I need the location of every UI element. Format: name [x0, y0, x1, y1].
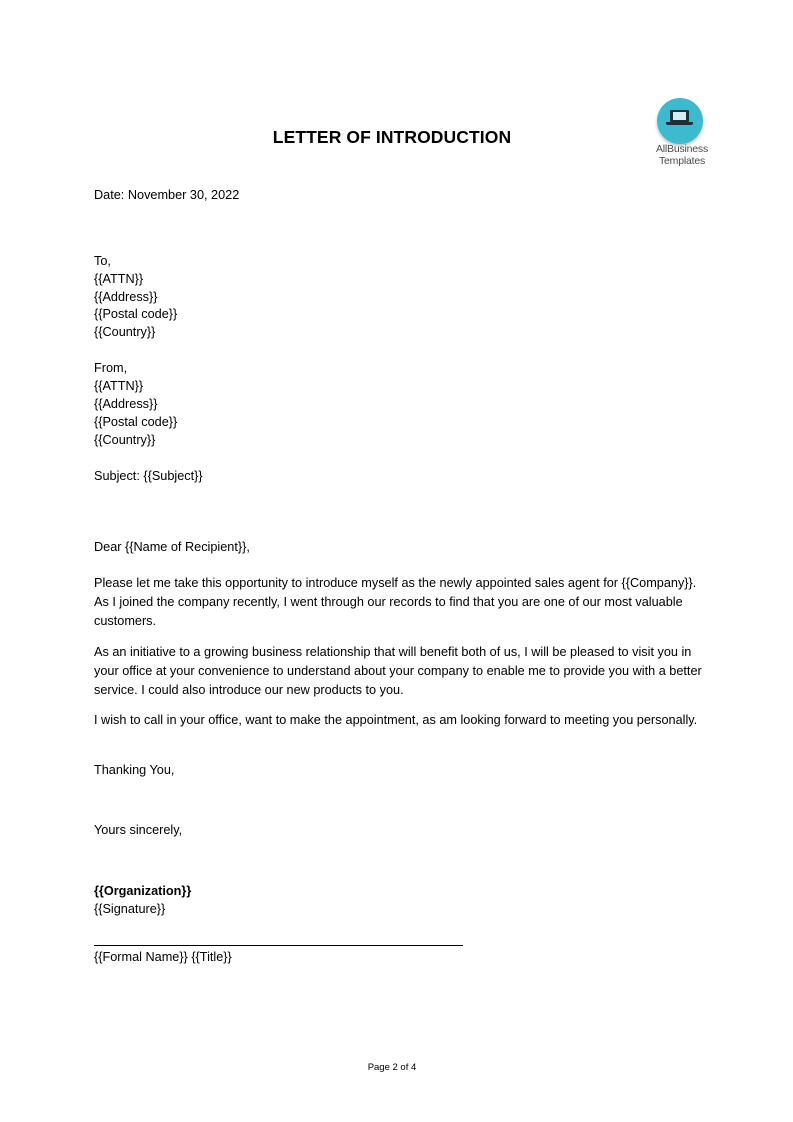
from-attn: {{ATTN}}: [94, 379, 144, 393]
body-paragraph: Please let me take this opportunity to introduce myself as the newly appointed sales agent for {{Company}}. As I joined the company recently, I went through our records to find that you are one of our most valuable customers.: [94, 576, 697, 629]
to-postal-code: {{Postal code}}: [94, 307, 178, 321]
logo-text-line1: AllBusiness: [655, 143, 709, 155]
from-address: {{Address}}: [94, 397, 158, 411]
signature-line: [94, 945, 463, 946]
to-heading: To,: [94, 254, 111, 268]
thanks-line: Thanking You,: [94, 763, 175, 777]
signature: {{Signature}}: [94, 902, 166, 916]
closing-line: Yours sincerely,: [94, 823, 183, 837]
body-paragraph: As an initiative to a growing business relationship that will benefit both of us, I will be pleased to visit you in your office at your convenience to understand about your company to enable me to provide you with a better service. I could also introduce our new products to you.: [94, 645, 702, 698]
to-country: {{Country}}: [94, 325, 156, 339]
subject-line: Subject: {{Subject}}: [94, 469, 203, 483]
date-line: Date: November 30, 2022: [94, 188, 240, 202]
from-postal-code: {{Postal code}}: [94, 415, 178, 429]
company-logo: [646, 98, 718, 170]
page-number: Page 2 of 4: [367, 1062, 417, 1073]
salutation: Dear {{Name of Recipient}},: [94, 540, 250, 554]
from-heading: From,: [94, 361, 128, 375]
body-paragraph: I wish to call in your office, want to make the appointment, as am looking forward to meeting you personally.: [94, 713, 698, 727]
to-address: {{Address}}: [94, 290, 158, 304]
organization: {{Organization}}: [94, 884, 192, 898]
laptop-icon: [657, 98, 703, 144]
page-title: LETTER OF INTRODUCTION: [272, 127, 512, 147]
logo-text-line2: Templates: [658, 155, 706, 167]
formal-name-title: {{Formal Name}} {{Title}}: [94, 950, 232, 964]
from-country: {{Country}}: [94, 433, 156, 447]
to-attn: {{ATTN}}: [94, 272, 144, 286]
